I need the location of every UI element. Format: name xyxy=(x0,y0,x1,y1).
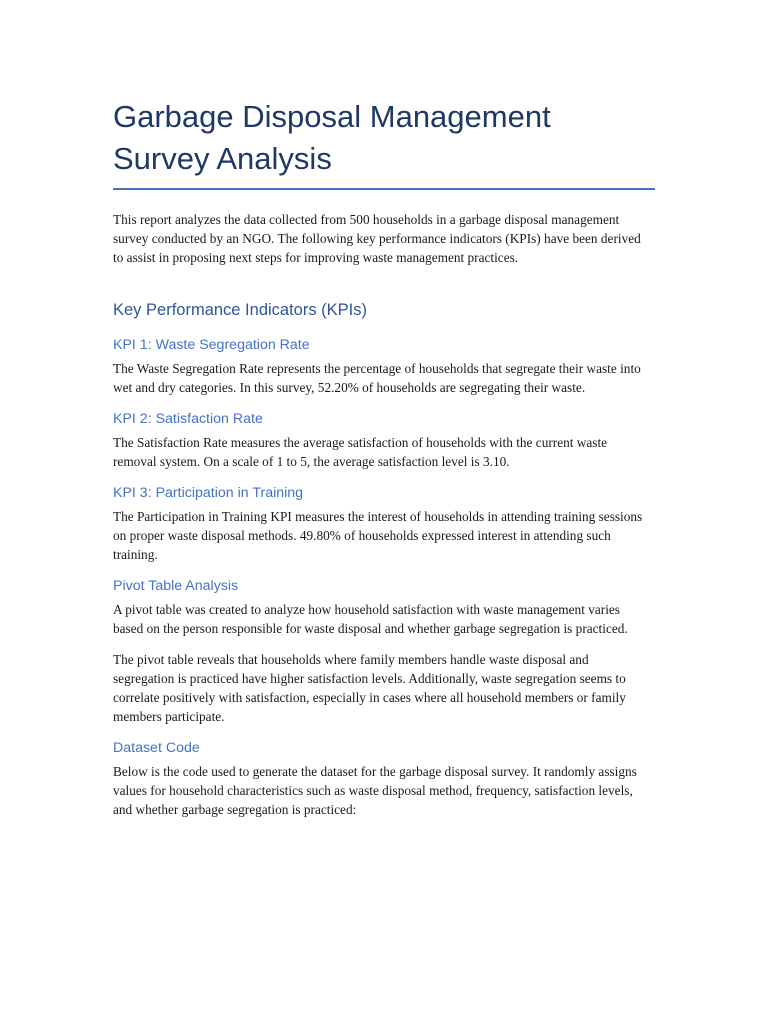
pivot-heading: Pivot Table Analysis xyxy=(113,578,239,594)
kpi1-paragraph: The Waste Segregation Rate represents the percentage of households that segregate their waste into wet and dry categories. In this survey, 52.20% of households are segregating their waste. xyxy=(113,361,641,395)
pivot-paragraph-1: A pivot table was created to analyze how household satisfaction with waste management varies based on the person responsible for waste disposal and whether garbage segregation is practiced. xyxy=(113,602,628,636)
dataset-heading: Dataset Code xyxy=(113,740,200,756)
kpi3-heading: KPI 3: Participation in Training xyxy=(113,485,304,501)
document-page xyxy=(113,88,643,831)
kpi1-heading: KPI 1: Waste Segregation Rate xyxy=(113,337,310,353)
kpi2-heading: KPI 2: Satisfaction Rate xyxy=(113,411,263,427)
dataset-paragraph: Below is the code used to generate the dataset for the garbage disposal survey. It randomly assigns values for household characteristics such as waste disposal method, frequency, satisfaction levels, and whether garbage segregation is practiced: xyxy=(113,764,637,817)
kpi-section-heading: Key Performance Indicators (KPIs) xyxy=(113,301,368,319)
title-underline xyxy=(113,188,655,190)
document-title: Garbage Disposal Management Survey Analysis xyxy=(113,99,551,176)
kpi2-paragraph: The Satisfaction Rate measures the average satisfaction of households with the current waste removal system. On a scale of 1 to 5, the average satisfaction level is 3.10. xyxy=(113,435,608,469)
pivot-paragraph-2: The pivot table reveals that households where family members handle waste disposal and segregation is practiced have higher satisfaction levels. Additionally, waste segregation seems to correlate positively with satisfaction, especially in cases where all household members or family members participate. xyxy=(113,652,626,724)
kpi3-paragraph: The Participation in Training KPI measures the interest of households in attending training sessions on proper waste disposal methods. 49.80% of households expressed interest in attending such training. xyxy=(113,509,643,562)
intro-paragraph: This report analyzes the data collected from 500 households in a garbage disposal management survey conducted by an NGO. The following key performance indicators (KPIs) have been derived to assist in proposing next steps for improving waste management practices. xyxy=(113,212,641,265)
